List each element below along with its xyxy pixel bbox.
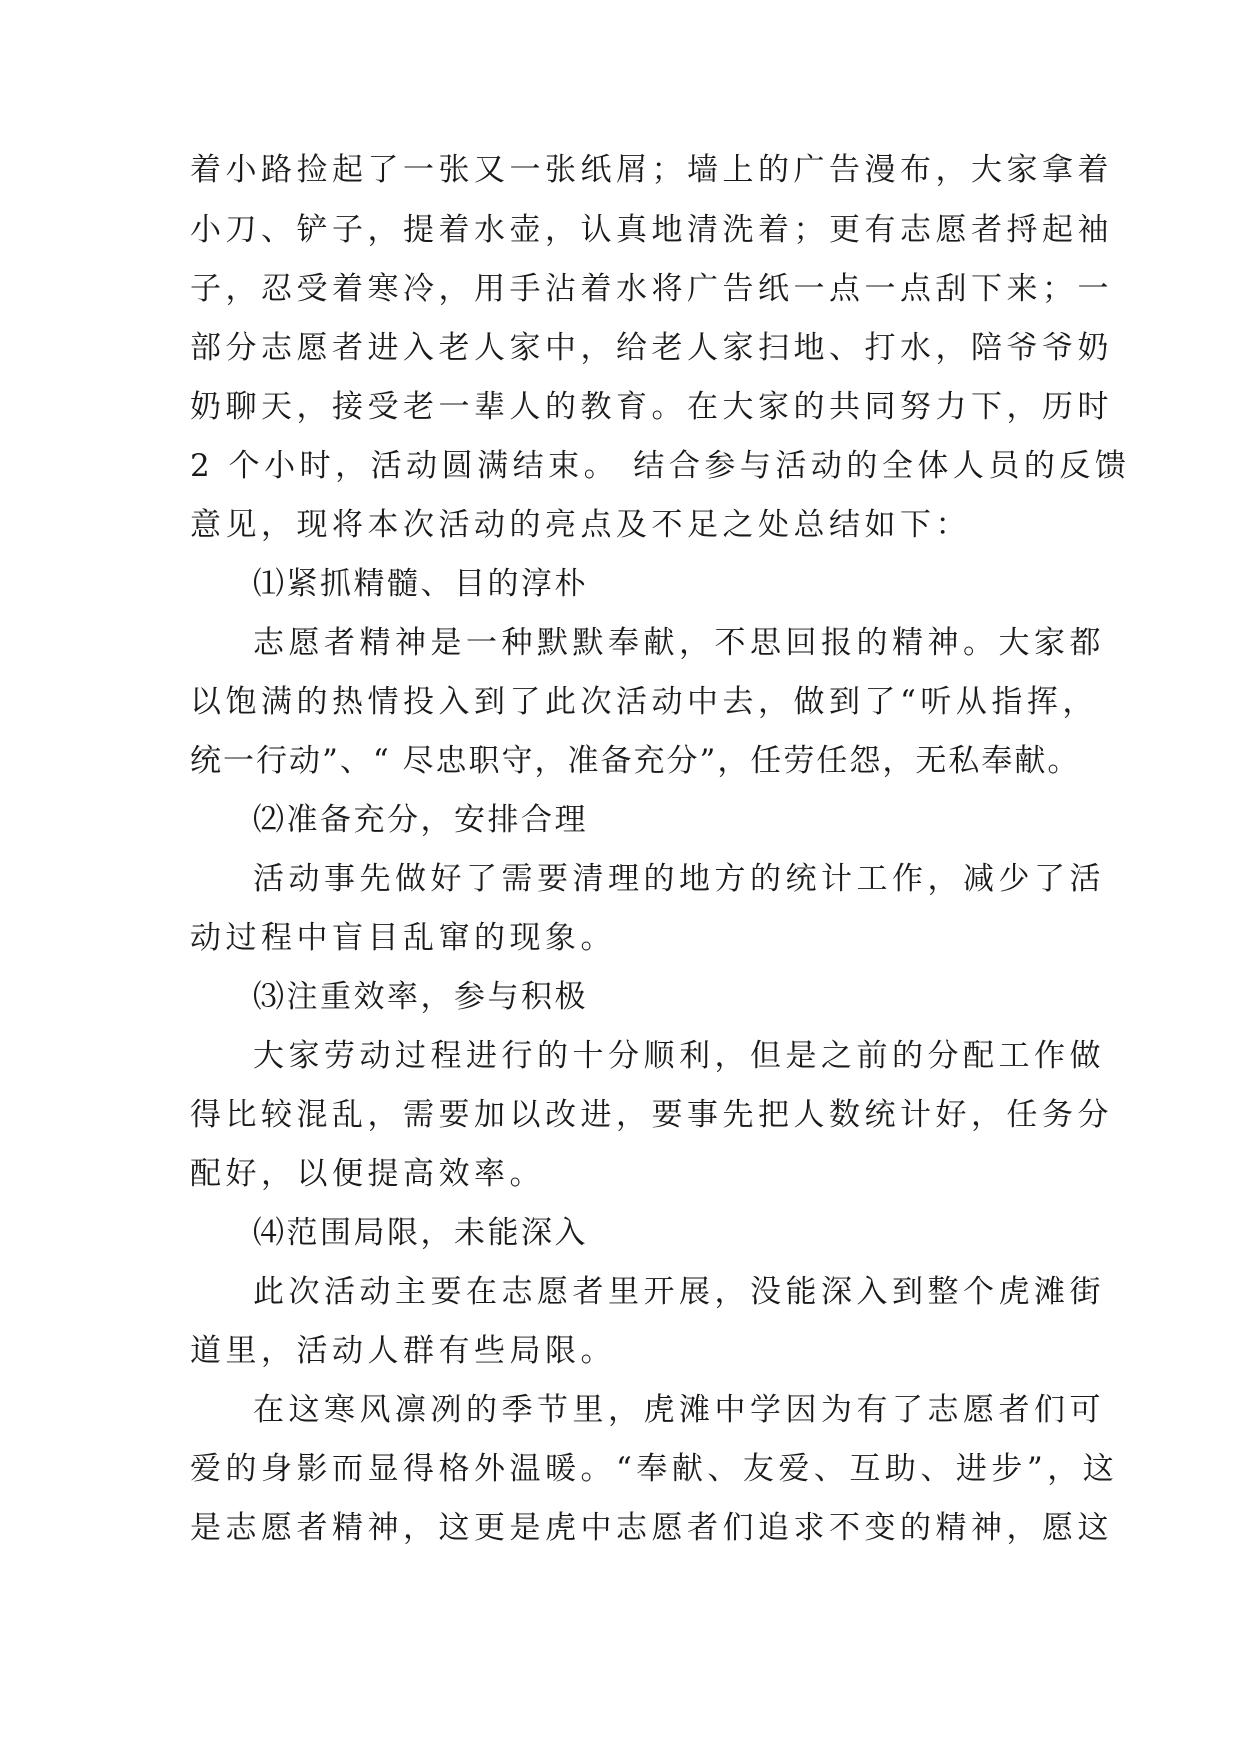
body-text-line: 道里，活动人群有些局限。 xyxy=(190,1333,616,1369)
body-text-line: 统一行动”、“ 尽忠职守，准备充分”，任劳任怨，无私奉献。 xyxy=(190,743,1081,779)
body-text-line: 着小路捡起了一张又一张纸屑；墙上的广告漫布，大家拿着 xyxy=(190,152,1113,188)
body-text-line: 是志愿者精神，这更是虎中志愿者们追求不变的精神，愿这 xyxy=(190,1510,1113,1546)
body-text-line: 爱的身影而显得格外温暖。“奉献、友爱、互助、进步”，这 xyxy=(190,1451,1119,1487)
body-text-line: 以饱满的热情投入到了此次活动中去，做到了“听从指挥， xyxy=(190,684,1098,720)
body-text-line: 配好，以便提高效率。 xyxy=(190,1156,545,1192)
body-text-line: 活动事先做好了需要清理的地方的统计工作，减少了活 xyxy=(253,861,1105,897)
body-text-line: 意见，现将本次活动的亮点及不足之处总结如下： xyxy=(190,507,971,543)
section-heading-2: ⑵准备充分，安排合理 xyxy=(253,802,588,838)
body-text-line: 志愿者精神是一种默默奉献，不思回报的精神。大家都 xyxy=(253,625,1105,661)
section-heading-4: ⑷范围局限，未能深入 xyxy=(253,1215,588,1251)
body-text-line: 此次活动主要在志愿者里开展，没能深入到整个虎滩街 xyxy=(253,1274,1105,1310)
body-text-line: 小刀、铲子，提着水壶，认真地清洗着；更有志愿者捋起袖 xyxy=(190,212,1113,248)
body-text-line: 2 个小时，活动圆满结束。 结合参与活动的全体人员的反馈 xyxy=(190,448,1131,484)
section-heading-3: ⑶注重效率，参与积极 xyxy=(253,979,588,1015)
body-text-line: 动过程中盲目乱窜的现象。 xyxy=(190,920,616,956)
body-text-line: 奶聊天，接受老一辈人的教育。在大家的共同努力下，历时 xyxy=(190,389,1113,425)
section-heading-1: ⑴紧抓精髓、目的淳朴 xyxy=(253,566,588,602)
body-text-line: 部分志愿者进入老人家中，给老人家扫地、打水，陪爷爷奶 xyxy=(190,330,1113,366)
body-text-line: 子，忍受着寒冷，用手沾着水将广告纸一点一点刮下来；一 xyxy=(190,271,1113,307)
body-text-line: 得比较混乱，需要加以改进，要事先把人数统计好，任务分 xyxy=(190,1097,1113,1133)
body-text-line: 大家劳动过程进行的十分顺利，但是之前的分配工作做 xyxy=(253,1038,1105,1074)
body-text-line: 在这寒风凛冽的季节里，虎滩中学因为有了志愿者们可 xyxy=(253,1392,1105,1428)
